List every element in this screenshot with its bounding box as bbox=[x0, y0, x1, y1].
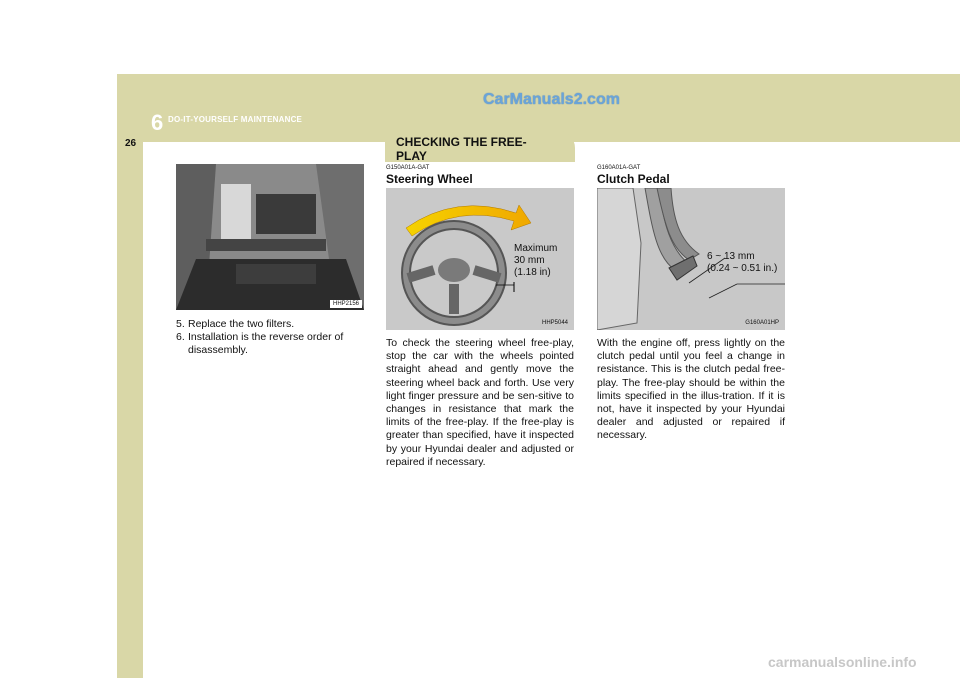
steps-list bbox=[176, 318, 366, 357]
section-title: CHECKING THE FREE-PLAY bbox=[396, 135, 527, 163]
callout-line: 30 mm bbox=[514, 255, 545, 266]
steering-body-text: To check the steering wheel free-play, stop the car with the wheels pointed straight ahead and gently move the steering wheel back and forth. Use very light finger pressure and be sen-sitive to changes in resistance that mark the limits of the free-play. If the free-play is greater than specified, have it inspected by your Hyundai dealer and adjusted or repaired if necessary. bbox=[386, 337, 574, 468]
step-number: 5. bbox=[176, 318, 185, 330]
callout-line: (1.18 in) bbox=[514, 267, 551, 278]
clutch-pedal-figure bbox=[597, 188, 785, 330]
figure-code-steering: HHP5044 bbox=[541, 320, 568, 326]
figure-code-clutch: G160A01HP bbox=[745, 320, 779, 326]
ref-code-steering: G150A01A-GAT bbox=[386, 165, 430, 171]
clutch-pedal-heading: Clutch Pedal bbox=[597, 172, 670, 186]
chapter-title: DO-IT-YOURSELF MAINTENANCE bbox=[168, 115, 303, 124]
glovebox-photo bbox=[176, 164, 364, 310]
callout-line: (0.24 ~ 0.51 in.) bbox=[707, 263, 778, 274]
figure-code-left: HHP2156 bbox=[330, 300, 362, 308]
list-item bbox=[176, 318, 366, 331]
chapter-number: 6 bbox=[151, 110, 164, 135]
watermark-bottom[interactable]: carmanualsonline.info bbox=[768, 654, 917, 670]
step-text: Installation is the reverse order of disassembly. bbox=[188, 331, 344, 356]
step-number: 6. bbox=[176, 331, 185, 343]
watermark-top[interactable]: CarManuals2.com bbox=[483, 91, 620, 108]
list-item bbox=[176, 331, 366, 357]
callout-line: Maximum bbox=[514, 243, 558, 254]
steering-wheel-heading: Steering Wheel bbox=[386, 172, 473, 186]
page-number: 26 bbox=[125, 138, 137, 149]
callout-line: 6 ~ 13 mm bbox=[707, 251, 755, 262]
clutch-callout bbox=[707, 251, 777, 275]
clutch-body-text: With the engine off, press lightly on the clutch pedal until you feel a change in resistance. This is the clutch pedal free-play. The free-play should be within the limits specified in the illus-tration. If it is not, have it inspected by your Hyundai dealer and adjusted or repaired if necessary. bbox=[597, 337, 785, 442]
steering-callout bbox=[514, 243, 557, 279]
left-margin-band bbox=[117, 142, 143, 678]
glovebox-filter-figure bbox=[176, 164, 364, 310]
step-text: Replace the two filters. bbox=[188, 318, 295, 330]
ref-code-clutch: G160A01A-GAT bbox=[597, 165, 641, 171]
steering-wheel-figure bbox=[386, 188, 574, 330]
